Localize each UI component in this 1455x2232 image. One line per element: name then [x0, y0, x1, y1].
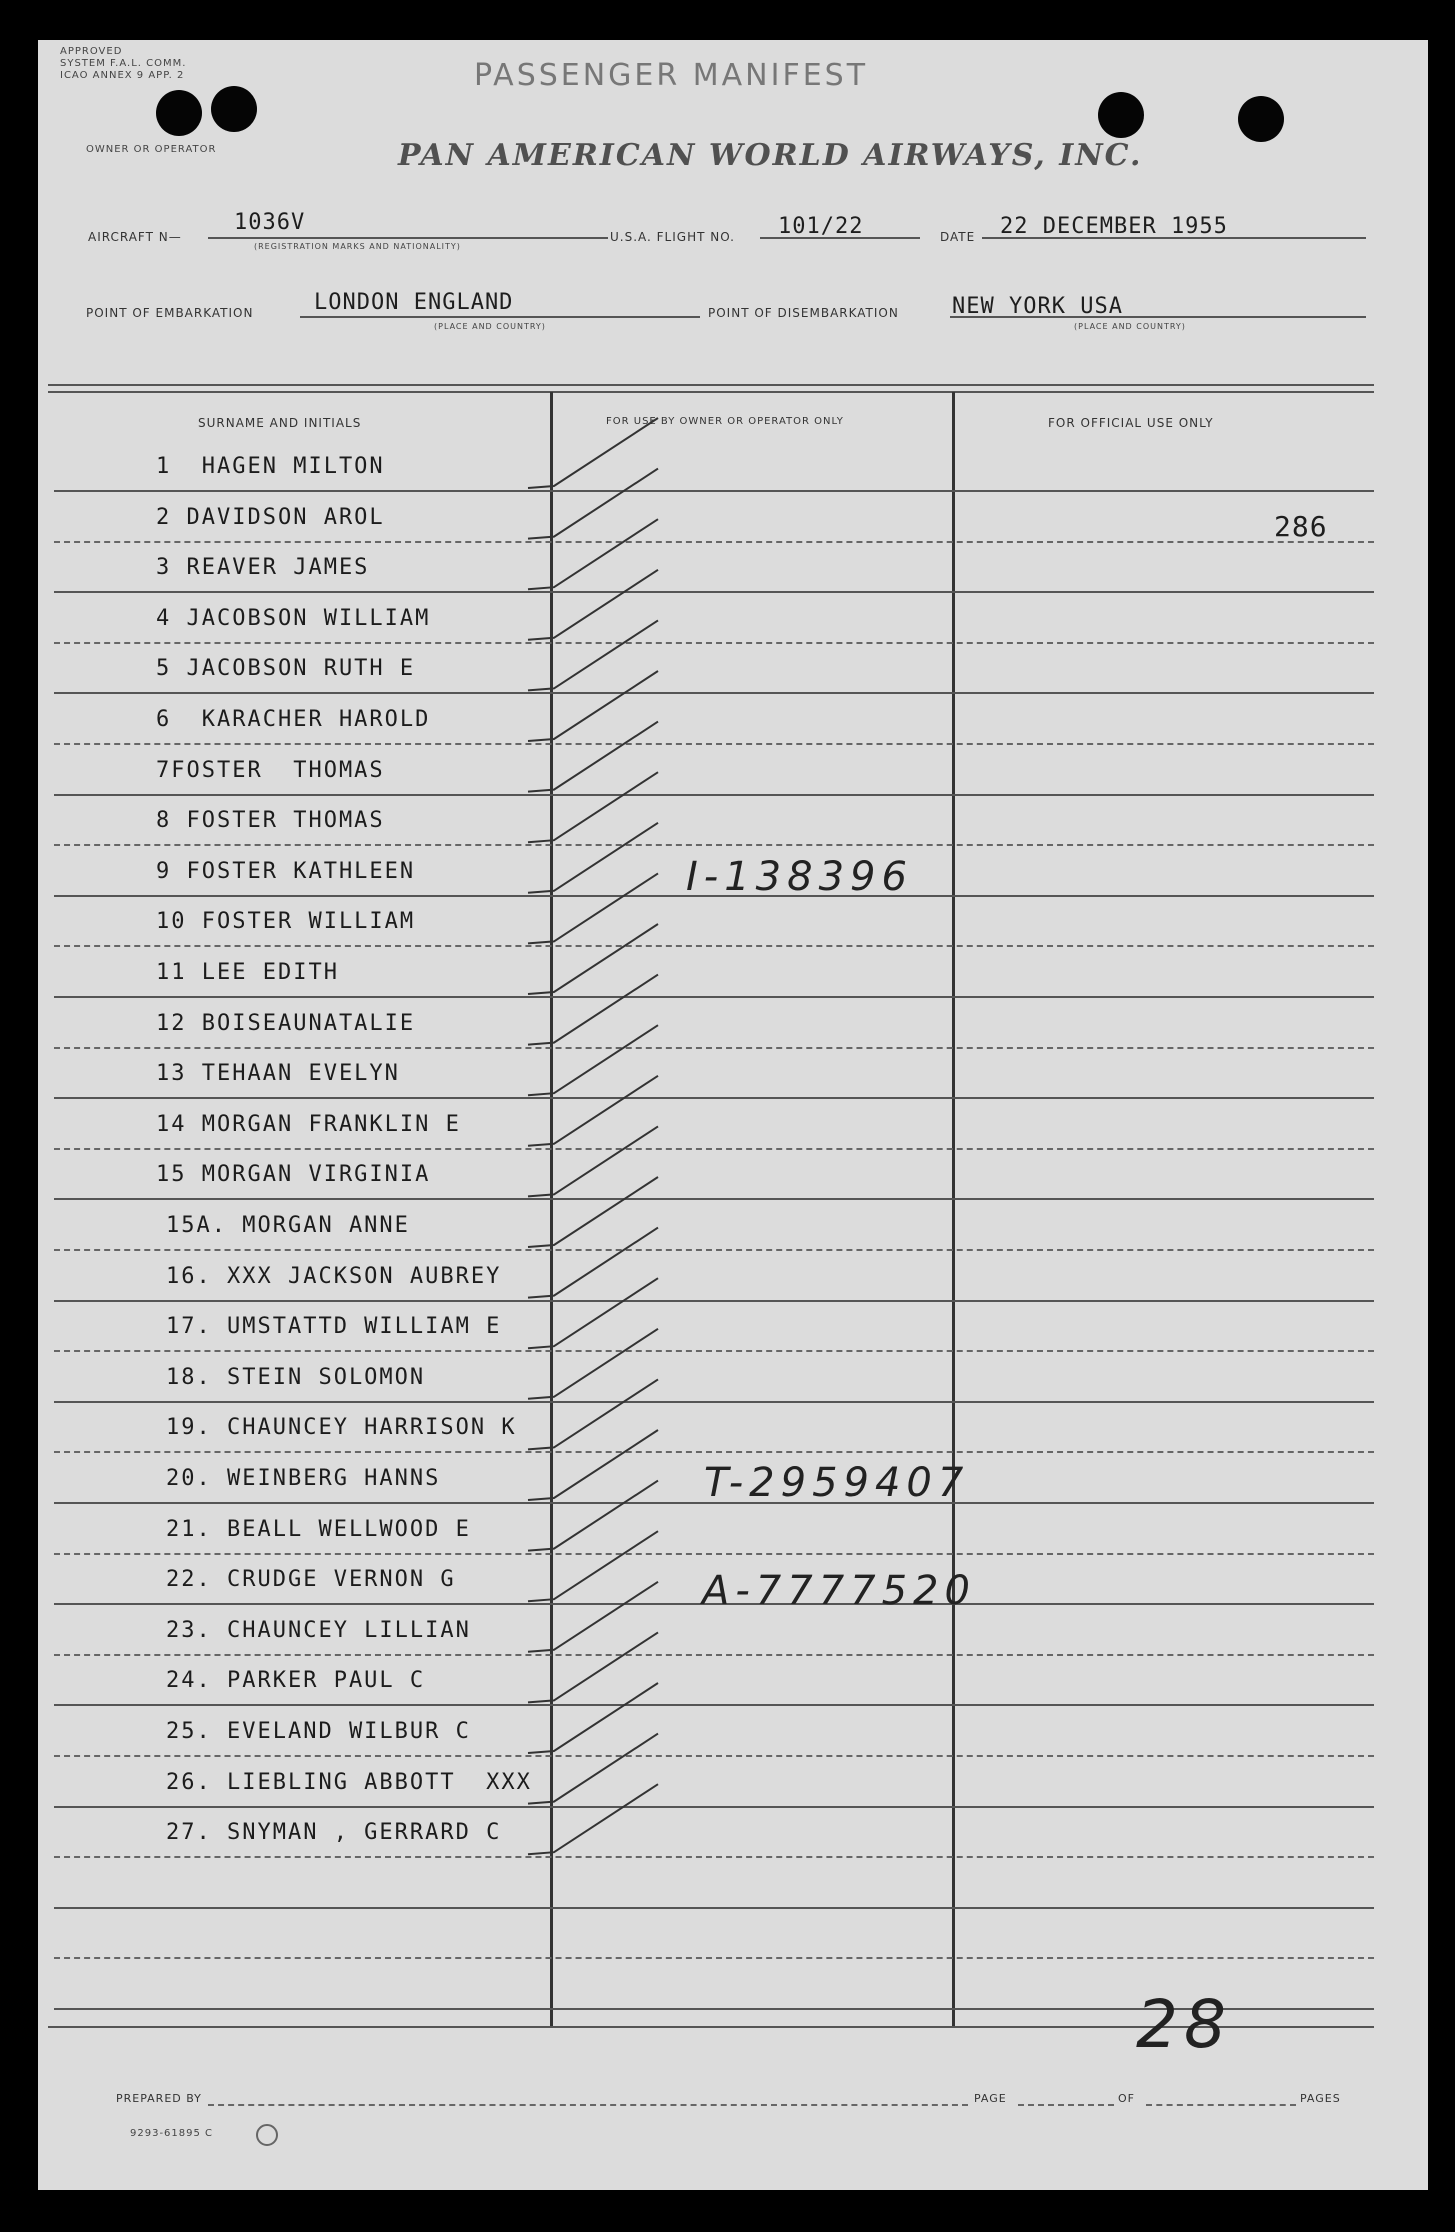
passenger-row: 26. LIEBLING ABBOTT XXX: [166, 1769, 532, 1795]
check-mark: [528, 772, 658, 842]
passenger-row: 25. EVELAND WILBUR C: [166, 1719, 471, 1744]
passenger-row: 7FOSTER THOMAS: [156, 757, 385, 783]
check-mark: [528, 1582, 658, 1652]
check-mark: [528, 671, 658, 741]
handwritten-doc-number-crudge: A-7777520: [702, 1568, 976, 1614]
column-header-names: SURNAME AND INITIALS: [198, 416, 362, 430]
handwritten-doc-number-kathleen: I-138396: [686, 854, 913, 900]
check-mark: [528, 1329, 658, 1399]
check-mark: [528, 873, 658, 943]
passenger-row: 14 MORGAN FRANKLIN E: [156, 1111, 461, 1137]
check-mark: [528, 1430, 658, 1500]
date-value: 22 DECEMBER 1955: [1000, 214, 1228, 239]
check-mark: [528, 1531, 658, 1601]
passenger-row: 18. STEIN SOLOMON: [166, 1364, 426, 1390]
flight-label: U.S.A. FLIGHT NO.: [610, 230, 735, 244]
passenger-row: 24. PARKER PAUL C: [166, 1668, 426, 1694]
check-mark: [528, 1481, 658, 1551]
owner-label: OWNER OR OPERATOR: [86, 144, 217, 155]
passenger-row: 22. CRUDGE VERNON G: [166, 1567, 456, 1593]
registration-caption: (REGISTRATION MARKS AND NATIONALITY): [254, 242, 461, 251]
official-use-number: 286: [1274, 510, 1328, 543]
passenger-row: 19. CHAUNCEY HARRISON K: [166, 1415, 517, 1441]
passenger-row: 15A. MORGAN ANNE: [166, 1213, 410, 1238]
check-mark: [528, 1632, 658, 1702]
embarkation-value: LONDON ENGLAND: [314, 290, 514, 315]
check-mark: [528, 570, 658, 640]
date-label: DATE: [940, 230, 976, 244]
check-mark: [528, 722, 658, 792]
prepared-by-line: [208, 2104, 968, 2106]
check-mark: [528, 1025, 658, 1095]
union-bug-icon: [256, 2124, 278, 2146]
check-mark: [528, 1177, 658, 1247]
passenger-row: 10 FOSTER WILLIAM: [156, 909, 416, 935]
passenger-row: 8 FOSTER THOMAS: [156, 808, 385, 834]
prepared-by-label: PREPARED BY: [116, 2092, 202, 2105]
check-mark: [528, 1126, 658, 1196]
passenger-row: 9 FOSTER KATHLEEN: [156, 858, 416, 884]
approval-line-3: ICAO ANNEX 9 APP. 2: [60, 70, 185, 81]
check-mark: [528, 1278, 658, 1348]
passenger-row: 3 REAVER JAMES: [156, 555, 370, 581]
page-line: [1018, 2104, 1114, 2106]
approval-line-1: APPROVED: [60, 46, 123, 57]
page-title: PASSENGER MANIFEST: [474, 58, 869, 93]
passenger-row: 11 LEE EDITH: [156, 960, 339, 985]
check-mark: [528, 823, 658, 893]
check-marks: [38, 40, 1428, 2190]
passenger-row: 21. BEALL WELLWOOD E: [166, 1516, 471, 1542]
disembarkation-value: NEW YORK USA: [952, 294, 1123, 319]
embarkation-label: POINT OF EMBARKATION: [86, 306, 254, 320]
passenger-row: 15 MORGAN VIRGINIA: [156, 1162, 431, 1188]
check-mark: [528, 1228, 658, 1298]
passenger-row: 5 JACOBSON RUTH E: [156, 656, 416, 682]
check-mark: [528, 1784, 658, 1854]
column-header-official: FOR OFFICIAL USE ONLY: [1048, 416, 1214, 430]
passenger-row: 17. UMSTATTD WILLIAM E: [166, 1314, 502, 1340]
form-number: 9293-61895 C: [130, 2128, 214, 2139]
check-mark: [528, 1683, 658, 1753]
check-mark: [528, 418, 658, 488]
aircraft-value: 1036V: [234, 210, 306, 235]
check-mark: [528, 519, 658, 589]
passenger-row: 6 KARACHER HAROLD: [156, 707, 431, 732]
check-mark: [528, 620, 658, 690]
passenger-row: 16. XXX JACKSON AUBREY: [166, 1263, 502, 1289]
of-label: OF: [1118, 2092, 1135, 2105]
aircraft-label: AIRCRAFT N—: [88, 230, 182, 244]
pages-label: PAGES: [1300, 2092, 1341, 2105]
check-mark: [528, 1734, 658, 1804]
place-caption-disembark: (PLACE AND COUNTRY): [1074, 322, 1186, 331]
passenger-row: 4 JACOBSON WILLIAM: [156, 605, 431, 631]
handwritten-doc-number-weinberg: T-2959407: [704, 1460, 970, 1506]
passenger-row: 20. WEINBERG HANNS: [166, 1466, 441, 1491]
passenger-row: 2 DAVIDSON AROL: [156, 504, 385, 530]
approval-line-2: SYSTEM F.A.L. COMM.: [60, 58, 187, 69]
airline-name: PAN AMERICAN WORLD AIRWAYS, INC.: [398, 138, 1143, 173]
page-label: PAGE: [974, 2092, 1007, 2105]
passenger-row: 1 HAGEN MILTON: [156, 454, 385, 479]
passenger-row: 27. SNYMAN , GERRARD C: [166, 1820, 502, 1846]
place-caption-embark: (PLACE AND COUNTRY): [434, 322, 546, 331]
check-mark: [528, 924, 658, 994]
check-mark: [528, 1076, 658, 1146]
manifest-sheet: [38, 40, 1428, 2190]
handwritten-total: 28: [1136, 1986, 1232, 2063]
check-mark: [528, 975, 658, 1045]
passenger-row: 13 TEHAAN EVELYN: [156, 1061, 400, 1087]
of-line: [1146, 2104, 1296, 2106]
passenger-row: 23. CHAUNCEY LILLIAN: [166, 1617, 471, 1643]
passenger-row: 12 BOISEAUNATALIE: [156, 1010, 416, 1036]
column-header-owner: FOR USE BY OWNER OR OPERATOR ONLY: [606, 416, 844, 427]
flight-value: 101/22: [778, 214, 864, 239]
check-mark: [528, 1379, 658, 1449]
check-mark: [528, 469, 658, 539]
disembarkation-label: POINT OF DISEMBARKATION: [708, 306, 899, 320]
